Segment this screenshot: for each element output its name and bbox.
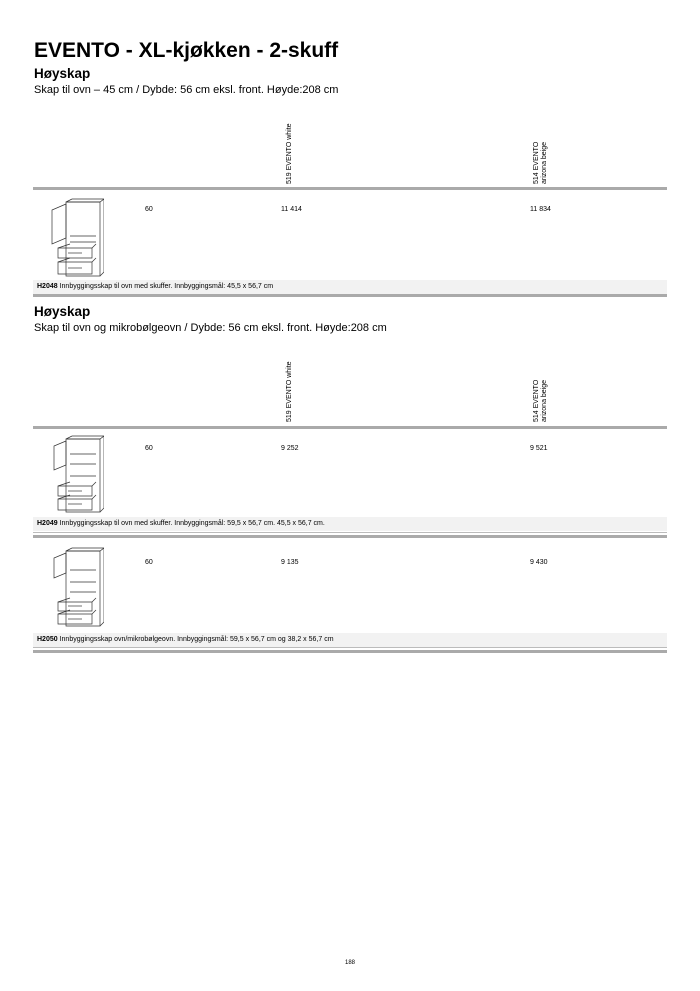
header-rule: [33, 187, 667, 190]
section-rule: [33, 294, 667, 297]
price-beige: 9 521: [530, 445, 548, 452]
section-subtitle: Skap til ovn – 45 cm / Dybde: 56 cm eksl. front. Høyde:208 cm: [34, 84, 339, 96]
product-description: [37, 520, 325, 527]
column-header-beige-line1: 514 EVENTO: [533, 141, 540, 184]
section-subtitle: Skap til ovn og mikrobølgeovn / Dybde: 56 cm eksl. front. Høyde:208 cm: [34, 322, 387, 334]
product-description: [37, 283, 273, 290]
width-value: 60: [145, 559, 153, 566]
row-rule: [33, 535, 667, 538]
width-value: 60: [145, 445, 153, 452]
column-header-white: 519 EVENTO white: [286, 123, 293, 184]
price-beige: 11 834: [530, 206, 551, 213]
section-title: Høyskap: [34, 304, 91, 319]
column-header-beige-line2: arizona beige: [541, 141, 548, 184]
width-value: 60: [145, 206, 153, 213]
column-header-white: 519 EVENTO white: [286, 361, 293, 422]
cabinet-oven-microwave-image: [48, 546, 104, 633]
section-title: Høyskap: [34, 66, 91, 81]
price-white: 9 252: [281, 445, 299, 452]
product-code: H2049: [37, 520, 58, 527]
column-header-beige-line2: arizona beige: [541, 379, 548, 422]
product-description-text: Innbyggingsskap til ovn med skuffer. Innbyggingsmål: 45,5 x 56,7 cm: [59, 283, 274, 290]
price-white: 9 135: [281, 559, 299, 566]
price-beige: 9 430: [530, 559, 548, 566]
page-number: 188: [344, 960, 355, 966]
page-title: EVENTO - XL-kjøkken - 2-skuff: [34, 39, 339, 62]
column-header-beige-line1: 514 EVENTO: [533, 379, 540, 422]
row-rule: [33, 532, 667, 533]
header-rule: [33, 426, 667, 429]
product-code: H2048: [37, 283, 58, 290]
cabinet-oven-drawers-image: [48, 434, 104, 521]
product-code: H2050: [37, 636, 58, 643]
row-rule: [33, 647, 667, 648]
product-description: [37, 636, 334, 643]
product-description-text: Innbyggingsskap til ovn med skuffer. Innbyggingsmål: 59,5 x 56,7 cm. 45,5 x 56,7 cm.: [59, 520, 325, 527]
cabinet-oven-drawers-image: [48, 198, 104, 285]
price-white: 11 414: [281, 206, 302, 213]
row-rule: [33, 650, 667, 653]
product-description-text: Innbyggingsskap ovn/mikrobølgeovn. Innbyggingsmål: 59,5 x 56,7 cm og 38,2 x 56,7 cm: [59, 636, 334, 643]
